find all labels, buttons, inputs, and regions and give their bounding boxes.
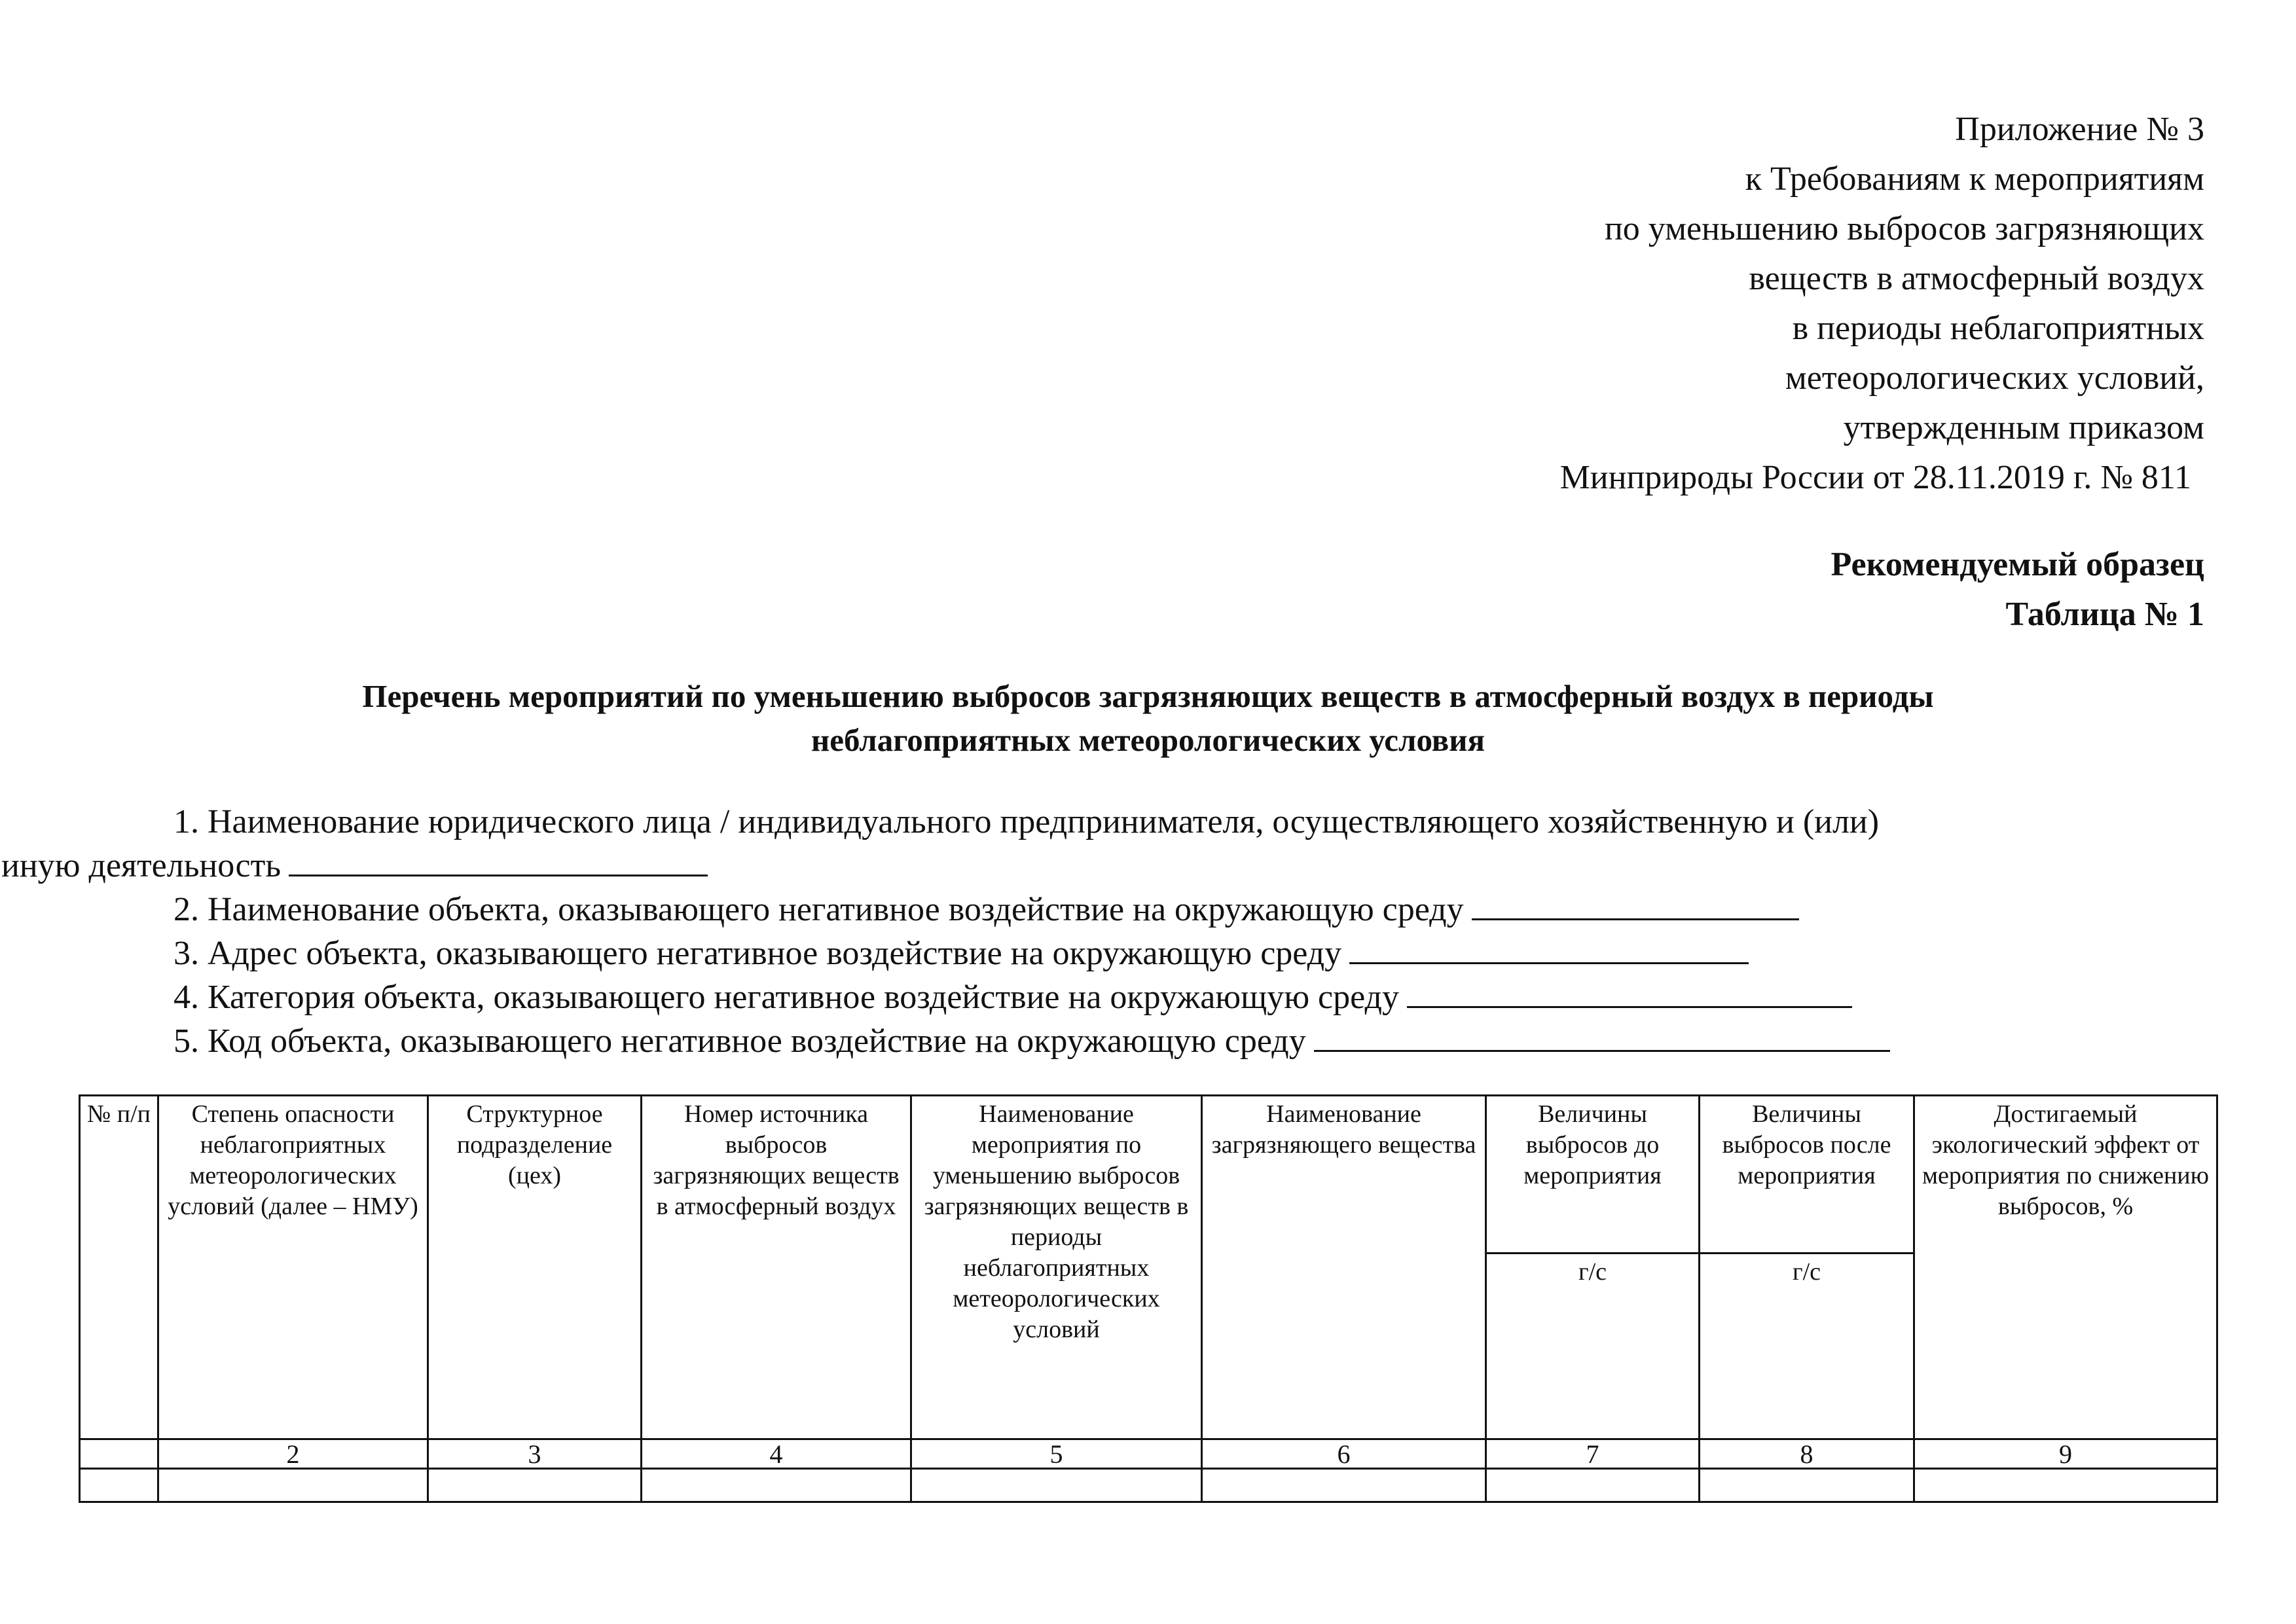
col-header-ecological-effect: Достигаемый экологический эффект от мероприятия по снижению выбросов, % <box>1914 1096 2217 1439</box>
field-object-code <box>173 1019 2204 1063</box>
col-header-measure-name: Наименование мероприятия по уменьшению выбросов загрязняющих веществ в периоды неблагоприятных метеорологических условий <box>911 1096 1202 1439</box>
table-cell[interactable] <box>1914 1469 2217 1502</box>
column-number: 6 <box>1202 1439 1486 1469</box>
field-label: иную деятельность <box>1 847 282 884</box>
col-header-hazard-level: Степень опасности неблагоприятных метеорологических условий (далее – НМУ) <box>158 1096 428 1439</box>
column-number: 4 <box>642 1439 911 1469</box>
appendix-line: в периоды неблагоприятных <box>1792 310 2204 347</box>
field-label: 2. Наименование объекта, оказывающего негативное воздействие на окружающую среду <box>173 891 1464 928</box>
table-header-row <box>80 1096 2217 1254</box>
field-label: 4. Категория объекта, оказывающего негативное воздействие на окружающую среду <box>173 979 1399 1016</box>
col-header-subdivision: Структурное подразделение (цех) <box>428 1096 642 1439</box>
table-cell[interactable] <box>1700 1469 1914 1502</box>
table-label: Таблица № 1 <box>2005 596 2204 633</box>
col-header-source-number: Номер источника выбросов загрязняющих веществ в атмосферный воздух <box>642 1096 911 1439</box>
field-object-name <box>173 888 2204 931</box>
table-cell[interactable] <box>428 1469 642 1502</box>
fill-in-line[interactable] <box>1349 933 1749 964</box>
col-header-pollutant: Наименование загрязняющего вещества <box>1202 1096 1486 1439</box>
unit-after: г/с <box>1700 1254 1914 1439</box>
column-number: 3 <box>428 1439 642 1469</box>
title-line-1: Перечень мероприятий по уменьшению выбросов загрязняющих веществ в атмосферный воздух в периоды <box>362 678 1934 714</box>
col-header-emissions-after: Величины выбросов после мероприятия <box>1700 1096 1914 1254</box>
column-number <box>80 1439 158 1469</box>
table-cell[interactable] <box>911 1469 1202 1502</box>
field-object-category <box>173 975 2204 1019</box>
field-label: 3. Адрес объекта, оказывающего негативное воздействие на окружающую среду <box>173 935 1342 972</box>
field-label: 5. Код объекта, оказывающего негативное воздействие на окружающую среду <box>173 1022 1306 1060</box>
appendix-line: Минприроды России от 28.11.2019 г. № 811 <box>1559 459 2191 496</box>
appendix-line: утвержденным приказом <box>1843 409 2204 446</box>
table-cell[interactable] <box>1202 1469 1486 1502</box>
col-header-emissions-before: Величины выбросов до мероприятия <box>1486 1096 1700 1254</box>
title-line-2: неблагоприятных метеорологических условия <box>811 722 1485 758</box>
appendix-header <box>1560 105 2204 503</box>
col-header-number: № п/п <box>80 1096 158 1439</box>
column-number: 5 <box>911 1439 1202 1469</box>
appendix-line: по уменьшению выбросов загрязняющих <box>1604 210 2204 247</box>
unit-before: г/с <box>1486 1254 1700 1439</box>
sample-block <box>1831 540 2204 640</box>
fill-in-line[interactable] <box>289 846 708 876</box>
measures-table <box>79 1094 2218 1503</box>
table-row <box>80 1469 2217 1502</box>
document-title <box>79 674 2296 762</box>
fill-in-line[interactable] <box>1314 1021 1890 1052</box>
fill-in-line[interactable] <box>1472 890 1799 920</box>
appendix-line: к Требованиям к мероприятиям <box>1745 160 2204 198</box>
appendix-line: Приложение № 3 <box>1955 111 2204 148</box>
fill-in-line[interactable] <box>1407 977 1852 1008</box>
column-number: 2 <box>158 1439 428 1469</box>
appendix-line: метеорологических условий, <box>1785 359 2204 397</box>
table-cell[interactable] <box>158 1469 428 1502</box>
table-cell[interactable] <box>1486 1469 1700 1502</box>
field-label: 1. Наименование юридического лица / индивидуального предпринимателя, осуществляющего хозяйственную и (или) <box>173 803 1880 840</box>
appendix-line: веществ в атмосферный воздух <box>1749 260 2204 297</box>
column-number: 7 <box>1486 1439 1700 1469</box>
column-number: 8 <box>1700 1439 1914 1469</box>
column-number-row <box>80 1439 2217 1469</box>
form-fields <box>1 800 2204 1063</box>
field-object-address <box>173 931 2204 975</box>
table-cell[interactable] <box>642 1469 911 1502</box>
field-legal-entity <box>1 800 2204 888</box>
sample-label: Рекомендуемый образец <box>1831 546 2204 583</box>
column-number: 9 <box>1914 1439 2217 1469</box>
table-cell[interactable] <box>80 1469 158 1502</box>
